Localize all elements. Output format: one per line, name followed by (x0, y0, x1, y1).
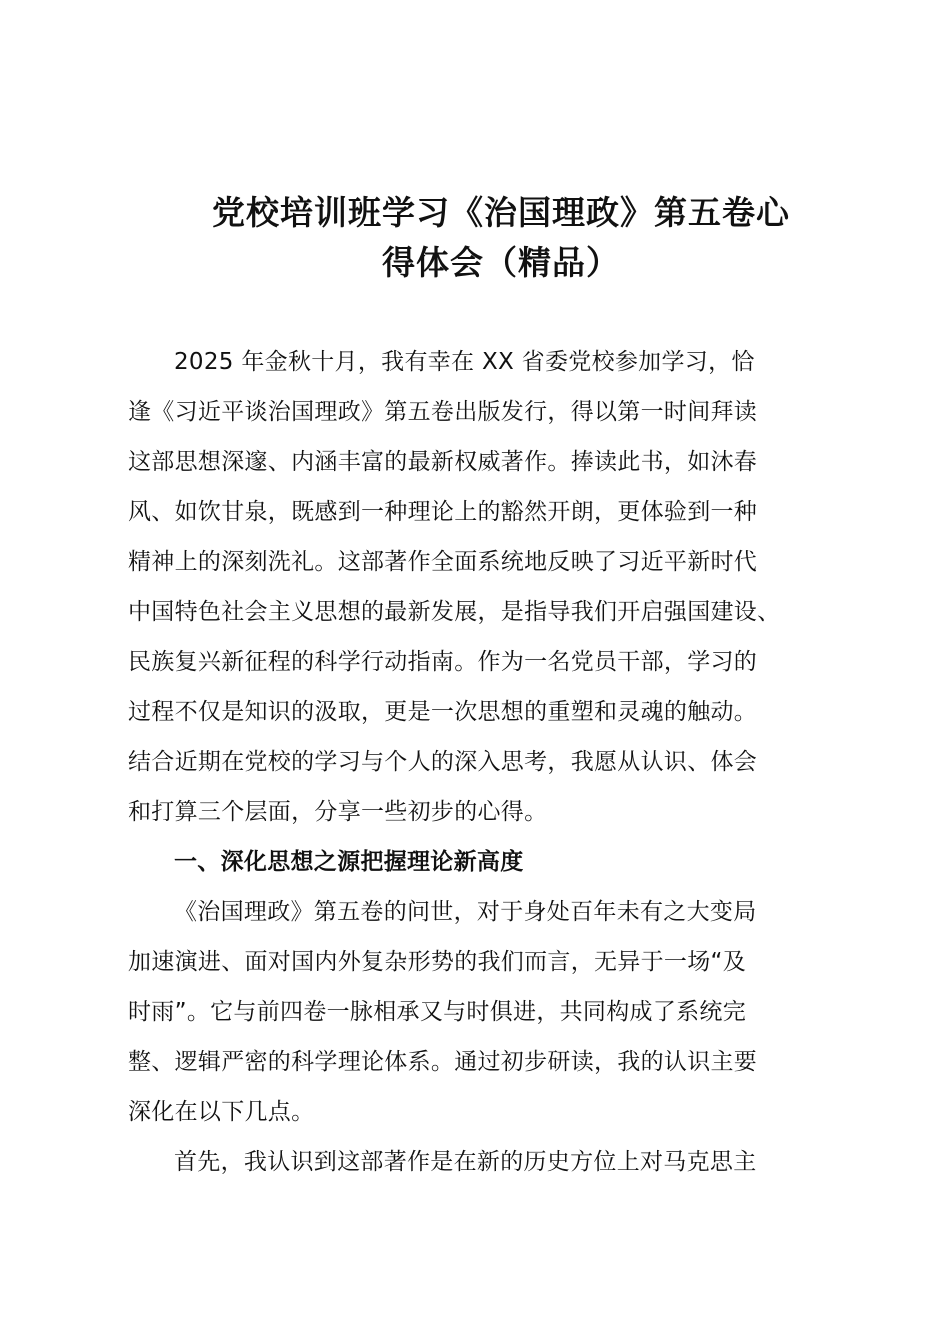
text-line: 和打算三个层面，分享一些初步的心得。 (128, 799, 548, 825)
paragraph-intro (128, 337, 824, 837)
text-line: 风、如饮甘泉，既感到一种理论上的豁然开朗，更体验到一种 (128, 499, 758, 525)
text-line: 中国特色社会主义思想的最新发展，是指导我们开启强国建设、 (128, 599, 781, 625)
paragraph-section1 (128, 887, 824, 1137)
text-line: 逢《习近平谈治国理政》第五卷出版发行，得以第一时间拜读 (128, 399, 758, 425)
text-line: 深化在以下几点。 (128, 1099, 315, 1125)
text-line: 加速演进、面对国内外复杂形势的我们而言，无异于一场“及 (128, 949, 747, 975)
text-line: 结合近期在党校的学习与个人的深入思考，我愿从认识、体会 (128, 749, 758, 775)
document-body (128, 337, 824, 1187)
title-line-2: 得体会（精品） (382, 243, 620, 282)
text-line: 时雨”。它与前四卷一脉相承又与时俱进，共同构成了系统完 (128, 999, 747, 1025)
text-line: 民族复兴新征程的科学行动指南。作为一名党员干部，学习的 (128, 649, 758, 675)
text-line: 过程不仅是知识的汲取，更是一次思想的重塑和灵魂的触动。 (128, 699, 758, 725)
paragraph-first-point (128, 1137, 824, 1187)
title-line-1: 党校培训班学习《治国理政》第五卷心 (212, 193, 790, 232)
text-line: 2025 年金秋十月，我有幸在 XX 省委党校参加学习，恰 (174, 349, 755, 375)
text-line: 《治国理政》第五卷的问世，对于身处百年未有之大变局 (174, 899, 757, 925)
text-line: 精神上的深刻洗礼。这部著作全面系统地反映了习近平新时代 (128, 549, 758, 575)
text-line: 这部思想深邃、内涵丰富的最新权威著作。捧读此书，如沐春 (128, 449, 758, 475)
section-heading-1: 一、深化思想之源把握理论新高度 (174, 849, 524, 875)
document-title (128, 188, 874, 288)
text-line: 首先，我认识到这部著作是在新的历史方位上对马克思主 (174, 1149, 757, 1175)
text-line: 整、逻辑严密的科学理论体系。通过初步研读，我的认识主要 (128, 1049, 758, 1075)
